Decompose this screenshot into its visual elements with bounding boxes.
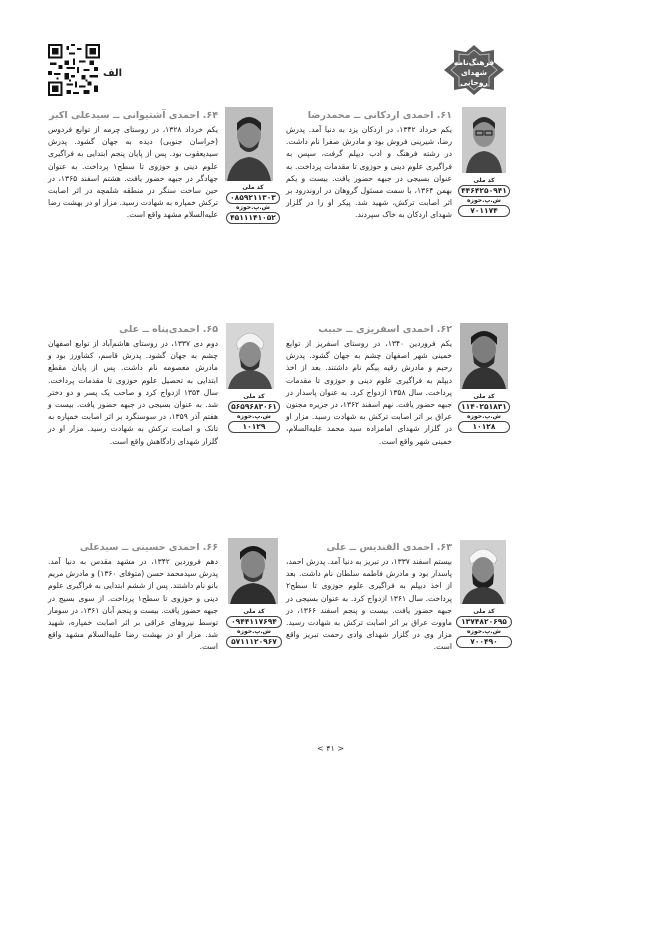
portrait-photo (226, 323, 274, 389)
hawza-id-label: ش.پ.حوزه (467, 628, 501, 635)
entry-title: ۶۶. احمدی حسینی ــ سیدعلی (79, 542, 218, 553)
portrait-photo (460, 540, 506, 604)
logo-text: فرهنگ‌نامه شهدای روحانی (453, 58, 495, 87)
portrait-photo (462, 107, 506, 173)
id-box (456, 608, 512, 648)
biography-entry (48, 110, 218, 222)
biography-entry (286, 110, 452, 222)
portrait-photo (460, 323, 508, 389)
hawza-id-value: ۷۰۰۴۹۰ (456, 636, 512, 648)
national-id-label: کد ملی (473, 393, 495, 400)
qr-code[interactable] (48, 44, 100, 96)
national-id-value: ۵۶۵۹۶۸۳۰۶۱ (228, 401, 280, 413)
national-id-label: کد ملی (243, 393, 265, 400)
id-box (458, 393, 510, 433)
id-box (228, 393, 280, 433)
page-number: < ۴۱ > (316, 744, 345, 753)
section-letter: الف (103, 68, 123, 79)
national-id-value: ۰۹۴۴۱۱۷۶۹۴ (226, 616, 282, 628)
hawza-id-label: ش.پ.حوزه (237, 628, 271, 635)
biography-entry (48, 542, 218, 654)
hawza-id-value: ۵۷۱۱۱۲۰۹۶۷ (226, 636, 282, 648)
biography-entry (48, 324, 218, 448)
entry-body: یکم فروردین ۱۳۴۰، در روستای اسفریز از توابع خمینی شهر اصفهان چشم به جهان گشود. پدرش رحیم و مادرش رقیه بیگم نام داشتند. بعد از اخذ دیپلم به فراگیری علوم دینی و حوزوی تا مقدمات پرداخت. سال ۱۳۵۸ ازدواج کرد. به عنوان پاسدار در جبهه حضور یافت. نهم اسفند ۱۳۶۲، در جزیره مجنون عراق بر اثر اصابت ترکش به شهادت رسید. مزار او در گلزار شهدای امامزاده سید محمد علیه‌السلام، خمینی شهر واقع است. (286, 339, 453, 446)
id-box (226, 608, 282, 648)
id-box (226, 184, 280, 224)
national-id-label: کد ملی (473, 608, 495, 615)
hawza-id-label: ش.پ.حوزه (467, 197, 501, 204)
national-id-value: ۱۱۴۰۲۵۱۸۳۱ (458, 401, 510, 413)
biography-entry (286, 542, 452, 654)
national-id-value: ۱۳۷۴۸۲۰۶۹۵ (456, 616, 512, 628)
hawza-id-label: ش.پ.حوزه (236, 204, 270, 211)
national-id-label: کد ملی (473, 177, 495, 184)
entry-body: یکم خرداد ۱۳۴۲، در اردکان یزد به دنیا آمد. پدرش رضا، شیرینی فروش بود و مادرش صفرا نام داشت. در رشته فرهنگ و ادب دیپلم گرفت، سپس به فراگیری علوم دینی و حوزوی تا مقدمات پرداخت. به عنوان بسیجی در جبهه حضور یافت. بیست و یکم بهمن ۱۳۶۴، با سمت مسئول گروهان در اروندرود بر اثر اصابت ترکش، شهید شد. پیکر او را در گلزار شهدای اردکان به خاک سپردند. (286, 125, 452, 220)
entry-body: یکم خرداد ۱۳۲۸، در روستای چرمه از توابع فردوس (خراسان جنوبی) دیده به جهان گشود. پدرش سیدیعقوب بود. پس از پایان پنجم ابتدایی به فراگیری علوم دینی و حوزوی تا سطح۱ پرداخت. به عنوان جهادگر در جبهه حضور یافت. هشتم اسفند ۱۳۶۵، در حین ساخت سنگر در منطقه شلمچه در اثر اصابت ترکش خمپاره به شهادت رسید. مزار او در بهشت رضا علیه‌السلام مشهد واقع است. (48, 125, 219, 220)
entry-title: ۶۴. احمدی آشتیوانی ــ سیدعلی اکبر (49, 110, 218, 121)
hawza-id-value: ۱۰۱۲۸ (458, 421, 510, 433)
national-id-value: ۴۴۶۴۲۵۰۹۴۱ (458, 185, 510, 197)
portrait-photo (225, 107, 273, 181)
portrait-photo (228, 538, 278, 604)
national-id-label: کد ملی (243, 608, 265, 615)
hawza-id-value: ۱۰۱۲۹ (228, 421, 280, 433)
entry-title: ۶۲. احمدی اسفریزی ــ حبیب (318, 324, 452, 335)
entry-title: ۶۳. احمدی القندیس ــ علی (326, 542, 452, 553)
hawza-id-label: ش.پ.حوزه (237, 413, 271, 420)
national-id-value: ۰۸۵۹۲۱۱۳۰۳ (226, 192, 280, 204)
national-id-label: کد ملی (242, 184, 264, 191)
hawza-id-value: ۷۰۱۱۷۴ (458, 205, 510, 217)
entry-body: دوم دی ۱۳۳۷، در روستای هاشم‌آباد از توابع اصفهان چشم به جهان گشود. پدرش قاسم، کشاورز بود و مادرش معصومه نام داشت. پس از پایان مقطع ابتدایی به تحصیل علوم حوزوی تا مقدمات پرداخت. سال ۱۳۵۴ ازدواج کرد و صاحب یک پسر و دو دختر شد. به عنوان بسیجی در جبهه حضور یافت. بیست و هفتم آذر ۱۳۵۹، در سوسنگرد بر اثر اصابت خمپاره به تانک و اصابت ترکش به شهادت رسید. مزار او در گلزار شهدای زادگاهش واقع است. (48, 339, 219, 446)
hawza-id-label: ش.پ.حوزه (467, 413, 501, 420)
entry-title: ۶۱. احمدی اردکانی ــ محمدرضا (307, 110, 452, 121)
entry-title: ۶۵. احمدی‌پناه ــ علی (119, 324, 218, 335)
entry-body: بیستم اسفند ۱۳۳۷، در تبریز به دنیا آمد. پدرش احمد، پاسدار بود و مادرش فاطمه سلطان نام داشت. بعد از اخذ دیپلم به فراگیری علوم حوزوی تا سطح۲ پرداخت. سال ۱۳۶۱ ازدواج کرد. به عنوان بسیجی در جبهه حضور یافت. بیست و پنجم اسفند ۱۳۶۶، در ماووت عراق بر اثر اصابت ترکش به شهادت رسید. مزار وی در گلزار شهدای وادی رحمت تبریز واقع است. (286, 557, 453, 652)
hawza-id-value: ۴۵۱۱۱۴۱۰۵۲ (226, 212, 280, 224)
id-box (458, 177, 510, 217)
entry-body: دهم فروردین ۱۳۴۲، در مشهد مقدس به دنیا آمد. پدرش سیدمحمد حسن (متوفای ۱۳۶۰) و مادرش مریم بانو نام داشتند. پس از ششم ابتدایی به فراگیری علوم دینی و حوزوی تا سطح۱ پرداخت. از سوی بسیج در جبهه حضور یافت. بیست و پنجم آبان ۱۳۶۱، در سومار توسط نیروهای عراقی بر اثر اصابت خمپاره، شهید شد. مزار او در بهشت رضا علیه‌السلام مشهد واقع است. (48, 557, 219, 652)
biography-entry (286, 324, 452, 448)
